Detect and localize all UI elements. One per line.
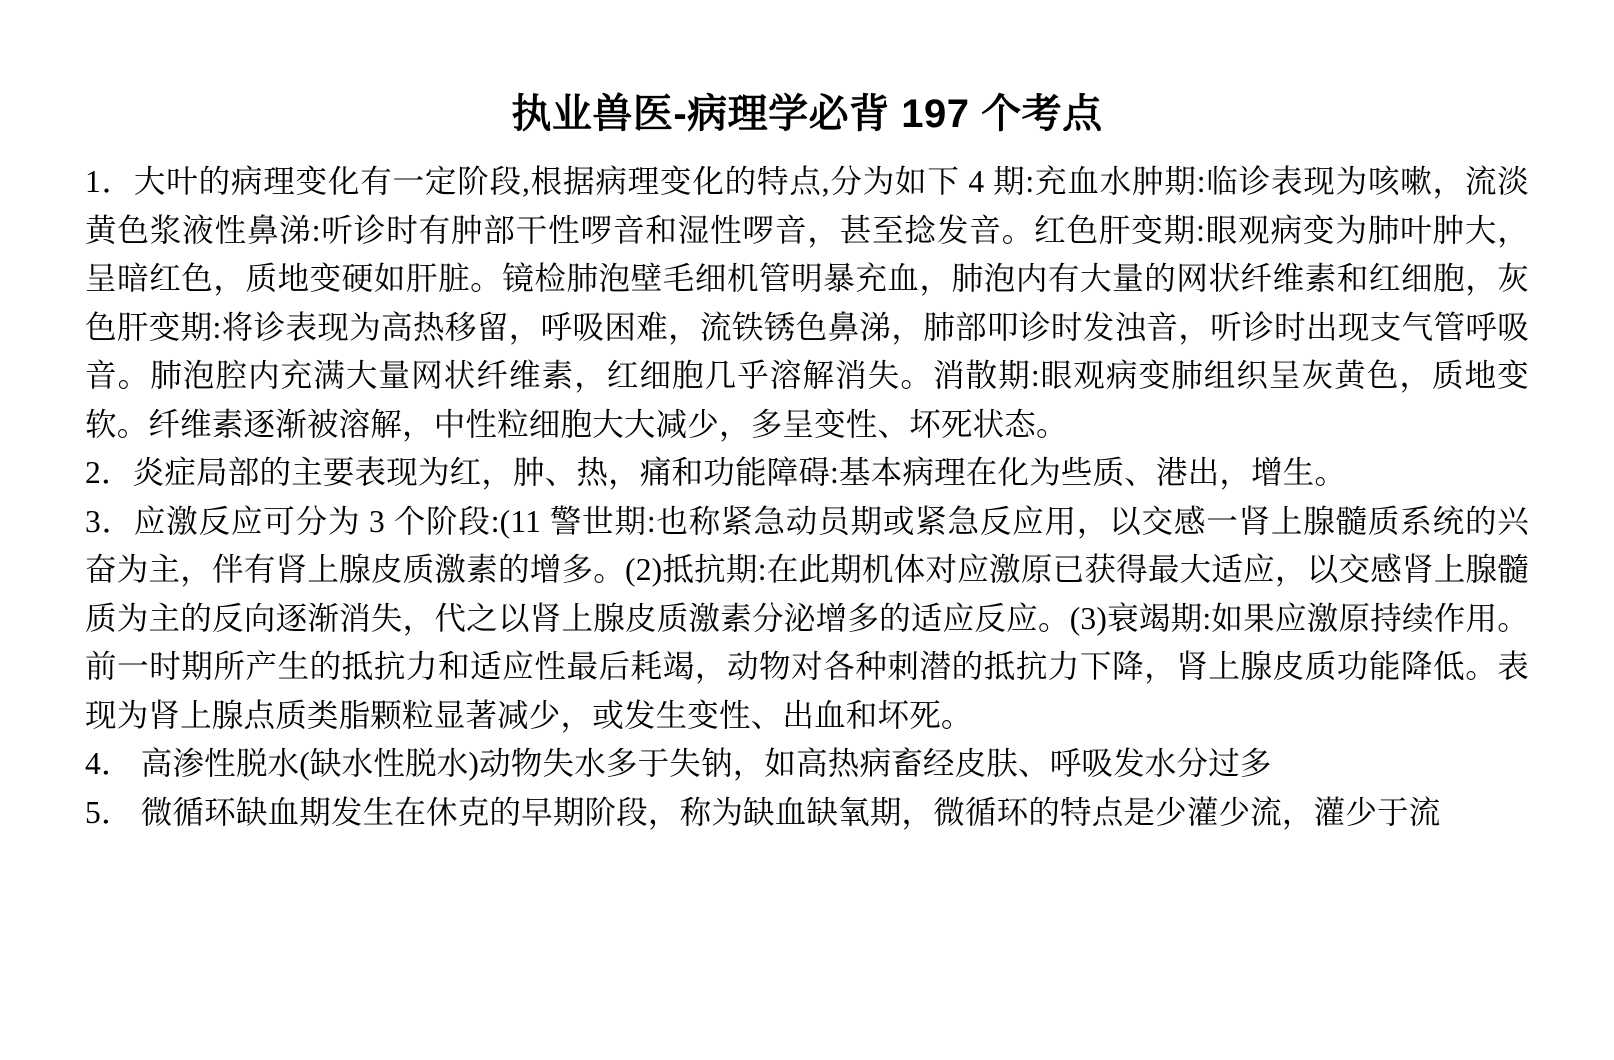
- paragraph-2: 2．炎症局部的主要表现为红，肿、热，痛和功能障碍:基本病理在化为些质、港出，增生。: [85, 455, 1347, 490]
- paragraph-4: 4． 高渗性脱水(缺水性脱水)动物失水多于失钠，如高热病畜经皮肤、呼吸发水分过多: [85, 746, 1272, 781]
- paragraph-5: 5． 微循环缺血期发生在休克的早期阶段，称为缺血缺氧期，微循环的特点是少灌少流，灌少于流: [85, 794, 1441, 830]
- document-body: [85, 158, 1529, 837]
- paragraph-3: 3．应激反应可分为 3 个阶段:(11 警世期:也称紧急动员期或紧急反应用，以交感一肾上腺髓质系统的兴奋为主，伴有肾上腺皮质激素的增多。(2)抵抗期:在此期机体对应激原已获得最大适应，以交感肾上腺髓质为主的反向逐渐消失，代之以肾上腺皮质激素分泌增多的适应反应。(3)衰竭期:如果应激原持续作用。前一时期所产生的抵抗力和适应性最后耗竭，动物对各种刺潜的抵抗力下降，肾上腺皮质功能降低。表现为肾上腺点质类脂颗粒显著减少，或发生变性、出血和坏死。: [85, 503, 1529, 733]
- page-title: 执业兽医-病理学必背 197 个考点: [511, 92, 1103, 136]
- paragraph-1: 1．大叶的病理变化有一定阶段,根据病理变化的特点,分为如下 4 期:充血水肿期:临诊表现为咳嗽，流淡黄色浆液性鼻涕:听诊时有肿部干性啰音和湿性啰音，甚至捻发音。红色肝变期:眼观病变为肺叶肿大，呈暗红色，质地变硬如肝脏。镜检肺泡壁毛细机管明暴充血，肺泡内有大量的网状纤维素和红细胞，灰色肝变期:将诊表现为高热移留，呼吸困难，流铁锈色鼻涕，肺部叩诊时发浊音，听诊时出现支气管呼吸音。肺泡腔内充满大量网状纤维素，红细胞几乎溶解消失。消散期:眼观病变肺组织呈灰黄色，质地变软。纤维素逐渐被溶解，中性粒细胞大大减少，多呈变性、坏死状态。: [85, 164, 1529, 442]
